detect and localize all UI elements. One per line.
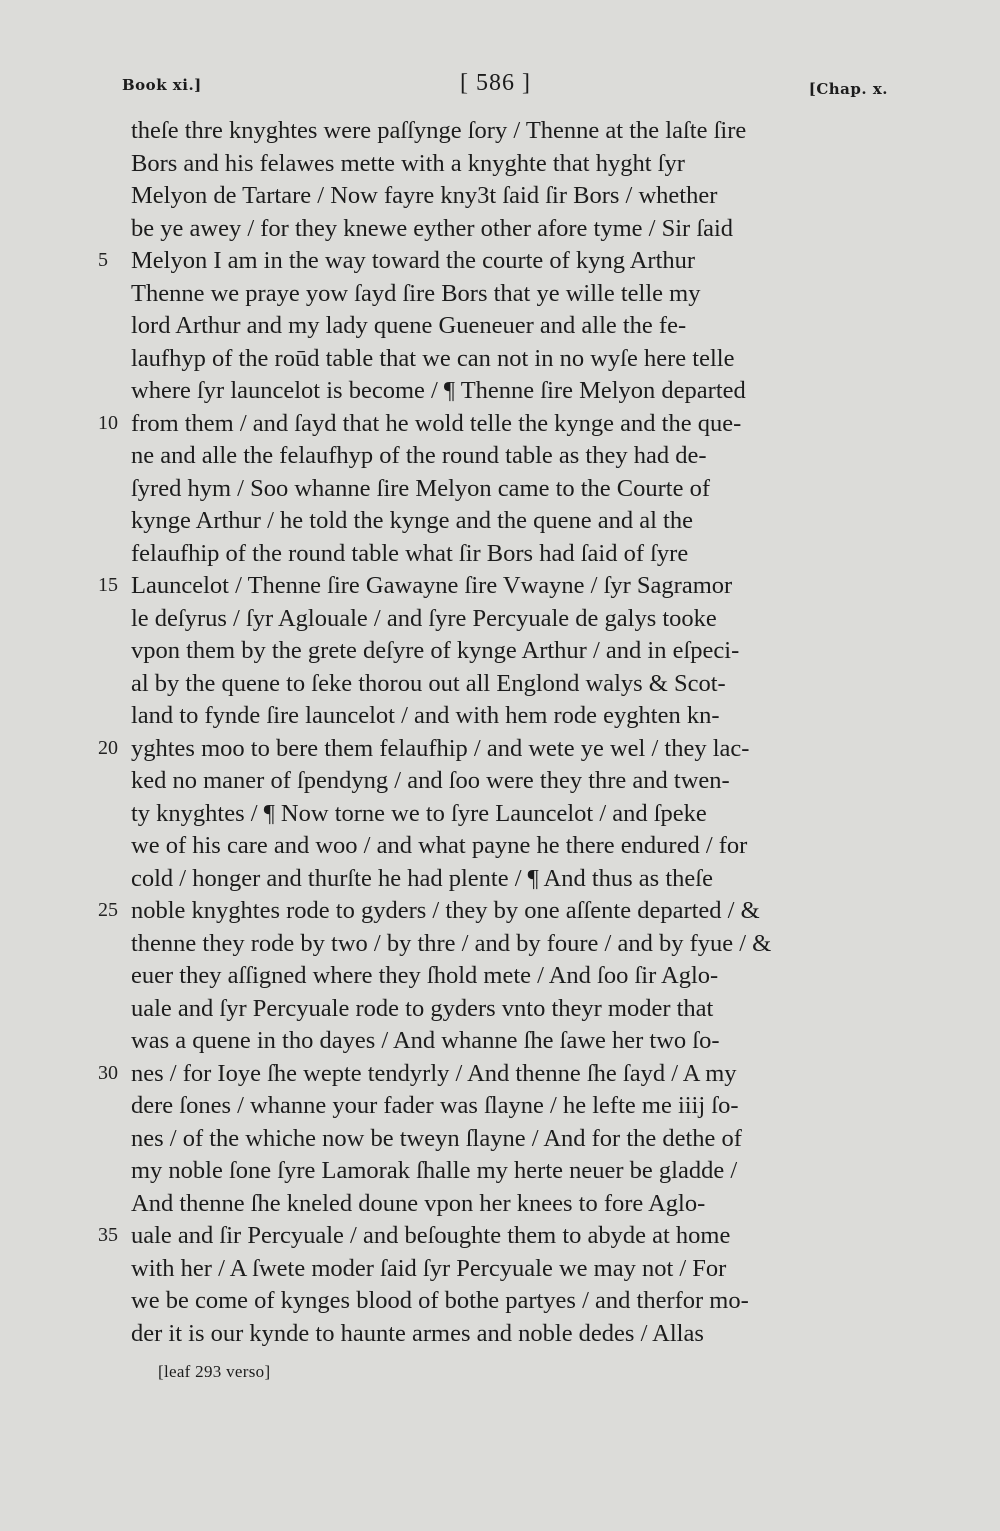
- chapter-number: [Chap. x.: [808, 80, 888, 98]
- text-line: [0, 147, 1000, 180]
- text-line: [0, 862, 1000, 895]
- text-line: [0, 504, 1000, 537]
- line-text: Melyon I am in the way toward the courte of kyng Arthur: [131, 247, 696, 274]
- text-line: [0, 1284, 1000, 1317]
- line-number: 10: [98, 411, 118, 434]
- text-line: [0, 407, 1000, 440]
- text-line: [0, 1252, 1000, 1285]
- line-text: kynge Arthur / he told the kynge and the quene and al the: [131, 507, 693, 534]
- text-line: [0, 797, 1000, 830]
- text-line: [0, 212, 1000, 245]
- line-text: euer they aſſigned where they ſhold mete / And ſoo ſir Aglo-: [131, 962, 719, 989]
- line-text: felaufhip of the round table what ſir Bors had ſaid of ſyre: [131, 539, 689, 567]
- text-line: [0, 764, 1000, 797]
- running-header: [0, 70, 1000, 110]
- line-text: vpon them by the grete deſyre of kynge Arthur / and in eſpeci-: [131, 637, 740, 664]
- line-text: lord Arthur and my lady quene Gueneuer and alle the fe-: [131, 312, 687, 339]
- line-text: we be come of kynges blood of bothe partyes / and therfor mo-: [131, 1287, 749, 1314]
- text-line: [0, 992, 1000, 1025]
- text-line: [0, 374, 1000, 407]
- line-number: 35: [98, 1224, 118, 1246]
- line-text: al by the quene to ſeke thorou out all Englond walys & Scot-: [131, 669, 726, 697]
- text-line: [0, 1219, 1000, 1252]
- line-number: 30: [98, 1061, 118, 1084]
- text-line: [0, 244, 1000, 277]
- line-text: from them / and ſayd that he wold telle the kynge and the que-: [131, 409, 742, 437]
- line-text: uale and ſyr Percyuale rode to gyders vnto theyr moder that: [131, 994, 714, 1022]
- text-line: [0, 602, 1000, 635]
- text-line: [0, 277, 1000, 310]
- text-line: [0, 472, 1000, 505]
- text-line: [0, 667, 1000, 700]
- line-number: 5: [98, 249, 108, 271]
- line-number: 25: [98, 899, 118, 921]
- line-text: ne and alle the felaufhyp of the round table as they had de-: [131, 442, 707, 469]
- line-text: Bors and his felawes mette with a knyghte that hyght ſyr: [131, 149, 685, 177]
- text-line: [0, 927, 1000, 960]
- text-line: [0, 309, 1000, 342]
- text-line: [0, 1057, 1000, 1090]
- line-text: dere ſones / whanne your fader was ſlayne / he lefte me iiij ſo-: [131, 1092, 739, 1119]
- text-line: [0, 439, 1000, 472]
- line-text: Melyon de Tartare / Now fayre kny3t ſaid ſir Bors / whether: [131, 182, 718, 209]
- text-line: [0, 342, 1000, 375]
- line-text: with her / A ſwete moder ſaid ſyr Percyuale we may not / For: [131, 1254, 727, 1282]
- line-text: Thenne we praye yow ſayd ſire Bors that ye wille telle my: [131, 279, 701, 307]
- line-text: noble knyghtes rode to gyders / they by one aſſente departed / &: [131, 897, 760, 924]
- line-text: uale and ſir Percyuale / and beſoughte them to abyde at home: [131, 1222, 731, 1249]
- text-line: [0, 1122, 1000, 1155]
- line-number: 20: [98, 736, 118, 759]
- line-text: Launcelot / Thenne ſire Gawayne ſire Vwayne / ſyr Sagramor: [131, 572, 733, 599]
- line-text: be ye awey / for they knewe eyther other afore tyme / Sir ſaid: [131, 214, 734, 242]
- line-number: 15: [98, 574, 118, 596]
- line-text: land to fynde ſire launcelot / and with hem rode eyghten kn-: [131, 702, 720, 729]
- text-line: [0, 179, 1000, 212]
- line-text: nes / for Ioye ſhe wepte tendyrly / And thenne ſhe ſayd / A my: [131, 1059, 737, 1087]
- line-text: ty knyghtes / ¶ Now torne we to ſyre Launcelot / and ſpeke: [131, 799, 707, 827]
- text-line: [0, 732, 1000, 765]
- text-line: [0, 1024, 1000, 1057]
- page-number: [ 586 ]: [460, 70, 531, 96]
- text-line: [0, 959, 1000, 992]
- line-text: where ſyr launcelot is become / ¶ Thenne ſire Melyon departed: [131, 377, 746, 404]
- line-text: le deſyrus / ſyr Aglouale / and ſyre Percyuale de galys tooke: [131, 604, 717, 632]
- text-line: [0, 829, 1000, 862]
- text-line: [0, 114, 1000, 147]
- line-text: der it is our kynde to haunte armes and noble dedes / Allas: [131, 1319, 704, 1347]
- line-text: was a quene in tho dayes / And whanne ſhe ſawe her two ſo-: [131, 1027, 720, 1054]
- line-text: theſe thre knyghtes were paſſynge ſory / Thenne at the laſte ſire: [131, 117, 747, 144]
- line-text: yghtes moo to bere them felaufhip / and wete ye wel / they lac-: [131, 734, 750, 762]
- text-line: [0, 537, 1000, 570]
- text-line: [0, 634, 1000, 667]
- line-text: ked no maner of ſpendyng / and ſoo were they thre and twen-: [131, 767, 730, 794]
- text-line: [0, 1317, 1000, 1350]
- line-text: And thenne ſhe kneled doune vpon her knees to fore Aglo-: [131, 1189, 706, 1217]
- text-line: [0, 894, 1000, 927]
- line-text: we of his care and woo / and what payne he there endured / for: [131, 832, 748, 859]
- leaf-note: [leaf 293 verso]: [158, 1362, 271, 1381]
- line-text: thenne they rode by two / by thre / and by foure / and by fyue / &: [131, 929, 772, 957]
- line-text: ſyred hym / Soo whanne ſire Melyon came to the Courte of: [131, 474, 711, 502]
- text-line: [0, 1154, 1000, 1187]
- text-line: [0, 1089, 1000, 1122]
- text-line: [0, 699, 1000, 732]
- line-text: cold / honger and thurſte he had plente / ¶ And thus as theſe: [131, 864, 713, 892]
- text-line: [0, 1187, 1000, 1220]
- line-text: my noble ſone ſyre Lamorak ſhalle my herte neuer be gladde /: [131, 1157, 738, 1184]
- line-text: laufhyp of the roūd table that we can not in no wyſe here telle: [131, 344, 735, 372]
- line-text: nes / of the whiche now be tweyn ſlayne / And for the dethe of: [131, 1124, 742, 1152]
- book-number: Book xi.]: [122, 76, 202, 94]
- text-line: [0, 569, 1000, 602]
